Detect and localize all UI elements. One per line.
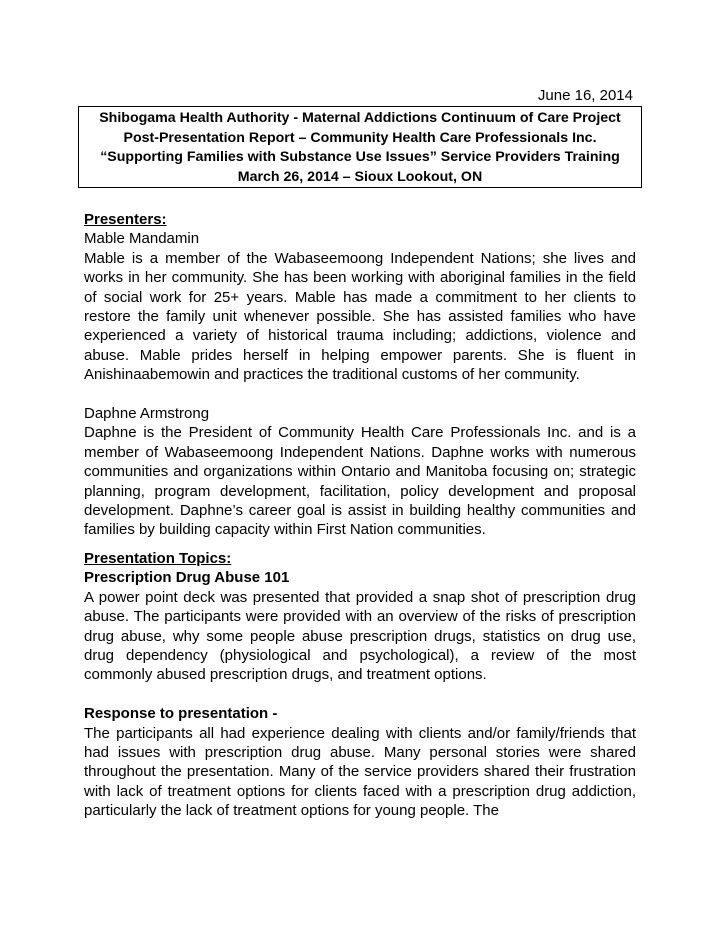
response-body: The participants all had experience dealing with clients and/or family/friends that had issues with prescription drug abuse. Many personal stories were shared throughout the presentation. Many of the service providers shared their frustration with lack of treatment options for clients faced with a prescription drug addiction, particularly the lack of treatment options for young people. The (84, 724, 636, 820)
presenter-name-mable: Mable Mandamin (84, 230, 200, 248)
topic-title: Prescription Drug Abuse 101 (84, 569, 290, 587)
report-body (84, 210, 636, 821)
title-line: “Supporting Families with Substance Use Issues” Service Providers Training (100, 149, 620, 166)
topic-body: A power point deck was presented that provided a snap shot of prescription drug abuse. The participants were provided with an overview of the risks of prescription drug abuse, why some people abuse prescription drugs, statistics on drug use, drug dependency (physiological and psychological), a review of the most commonly abused prescription drugs, and treatment options. (84, 588, 636, 684)
presenters-heading: Presenters: (84, 211, 167, 228)
title-line: March 26, 2014 – Sioux Lookout, ON (237, 168, 483, 185)
presenter-bio-daphne: Daphne is the President of Community Health Care Professionals Inc. and is a member of Wabaseemoong Independent Nations. Daphne works with numerous communities and organizations within Ontario and Manitoba focusing on; strategic planning, program development, facilitation, policy development and proposal development. Daphne’s career goal is assist in building healthy communities and families by building capacity within First Nation communities. (84, 424, 636, 539)
presenter-name-daphne: Daphne Armstrong (84, 405, 210, 423)
response-title: Response to presentation - (84, 705, 278, 723)
presenter-bio-mable: Mable is a member of the Wabaseemoong Independent Nations; she lives and works in her community. She has been working with aboriginal families in the field of social work for 25+ years. Mable has made a commitment to her clients to restore the family unit whenever possible. She has assisted families who have experienced a variety of historical trauma including; addictions, violence and abuse. Mable prides herself in helping empower parents. She is fluent in Anishinaabemowin and practices the traditional customs of her community. (84, 249, 636, 384)
title-line: Post-Presentation Report – Community Health Care Professionals Inc. (123, 129, 597, 146)
report-title-box (78, 106, 642, 188)
report-date: June 16, 2014 (537, 87, 633, 104)
topics-heading: Presentation Topics: (84, 549, 232, 567)
title-line: Shibogama Health Authority - Maternal Addictions Continuum of Care Project (99, 110, 621, 126)
